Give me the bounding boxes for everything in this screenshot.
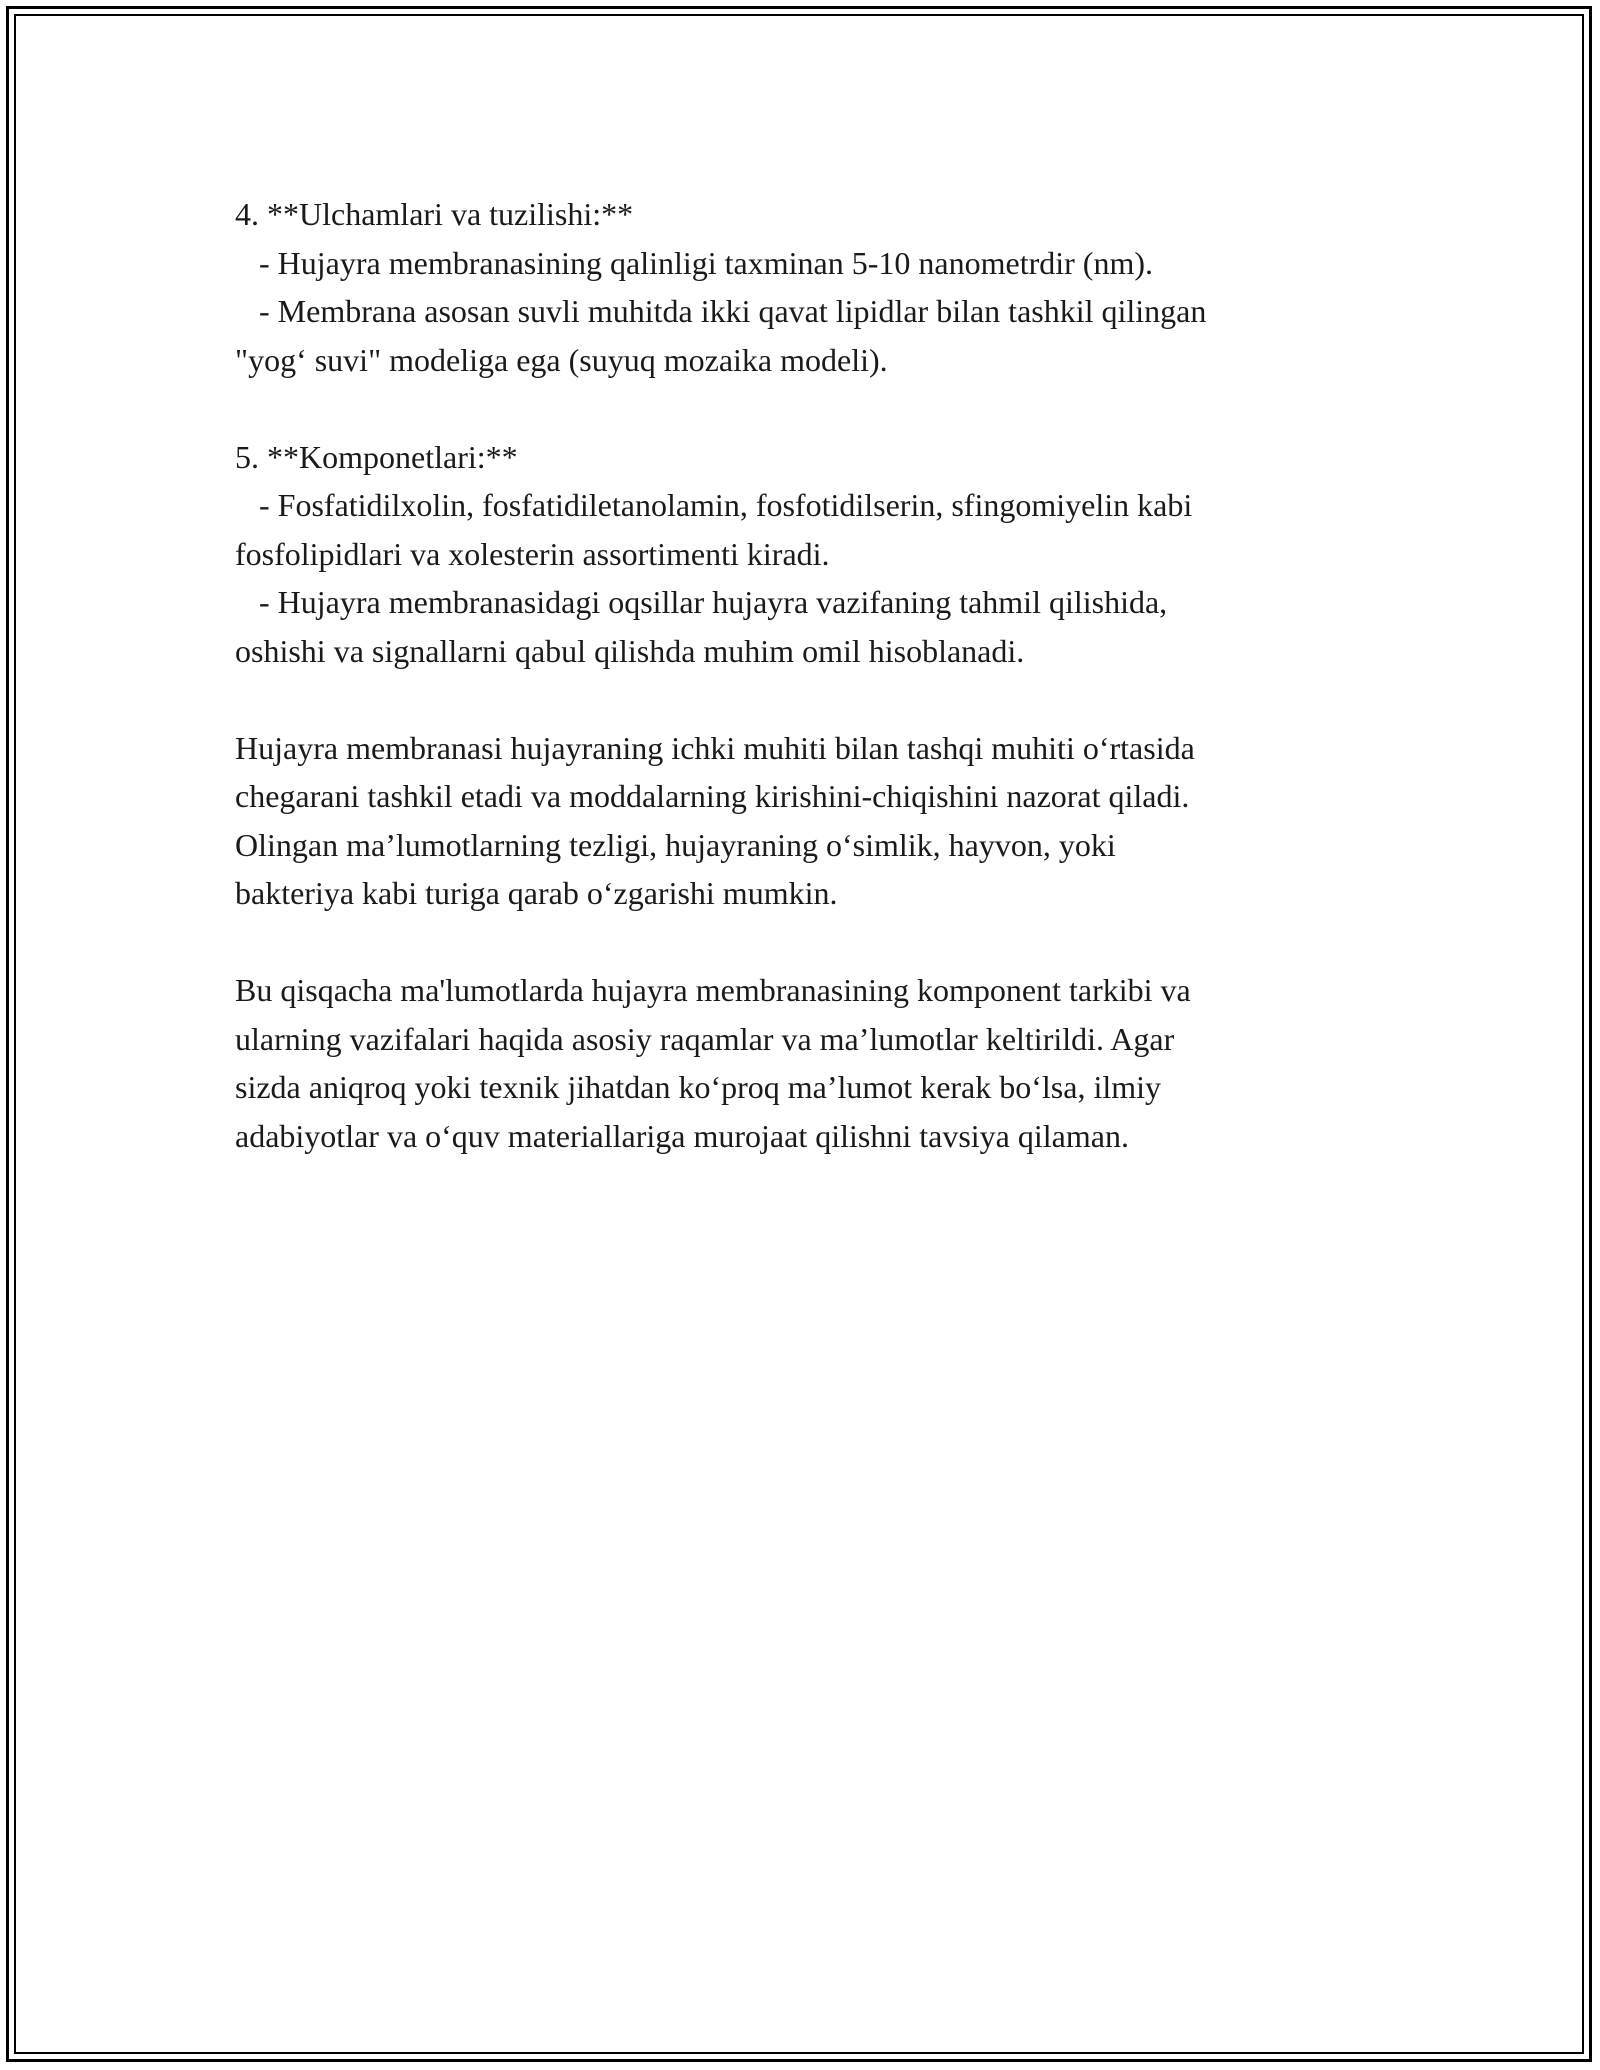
paragraph-spacer — [235, 675, 1385, 724]
document-body — [235, 190, 1385, 1160]
paragraph-2-line-4: adabiyotlar va o‘quv materiallariga murojaat qilishni tavsiya qilaman. — [235, 1117, 1129, 1154]
section-5-heading: 5. **Komponetlari:** — [235, 438, 518, 475]
paragraph-2-line-2: ularning vazifalari haqida asosiy raqamlar va ma’lumotlar keltirildi. Agar — [235, 1020, 1175, 1057]
section-5-line-1: - Fosfatidilxolin, fosfatidiletanolamin, fosfotidilserin, sfingomiyelin kabi — [235, 487, 1193, 523]
paragraph-1-line-2: chegarani tashkil etadi va moddalarning kirishini-chiqishini nazorat qiladi. — [235, 778, 1190, 814]
paragraph-spacer — [235, 918, 1385, 967]
paragraph-1-line-1: Hujayra membranasi hujayraning ichki muhiti bilan tashqi muhiti o‘rtasida — [235, 729, 1195, 766]
paragraph-2-line-1: Bu qisqacha ma'lumotlarda hujayra membranasining komponent tarkibi va — [235, 972, 1191, 1008]
section-4-line-1: - Hujayra membranasining qalinligi taxminan 5-10 nanometrdir (nm). — [235, 244, 1153, 281]
section-4-line-2: - Membrana asosan suvli muhitda ikki qavat lipidlar bilan tashkil qilingan — [235, 293, 1207, 329]
section-4-line-3: "yog‘ suvi" modeliga ega (suyuq mozaika modeli). — [235, 341, 888, 378]
section-5-line-3: - Hujayra membranasidagi oqsillar hujayra vazifaning tahmil qilishida, — [235, 584, 1168, 620]
paragraph-spacer — [235, 384, 1385, 433]
paragraph-1-line-4: bakteriya kabi turiga qarab o‘zgarishi mumkin. — [235, 875, 838, 911]
section-5-line-4: oshishi va signallarni qabul qilishda muhim omil hisoblanadi. — [235, 632, 1025, 669]
section-5-line-2: fosfolipidlari va xolesterin assortimenti kiradi. — [235, 535, 830, 572]
section-4-heading: 4. **Ulchamlari va tuzilishi:** — [235, 196, 634, 232]
paragraph-2-line-3: sizda aniqroq yoki texnik jihatdan ko‘proq ma’lumot kerak bo‘lsa, ilmiy — [235, 1069, 1162, 1105]
paragraph-1-line-3: Olingan ma’lumotlarning tezligi, hujayraning o‘simlik, hayvon, yoki — [235, 826, 1116, 863]
